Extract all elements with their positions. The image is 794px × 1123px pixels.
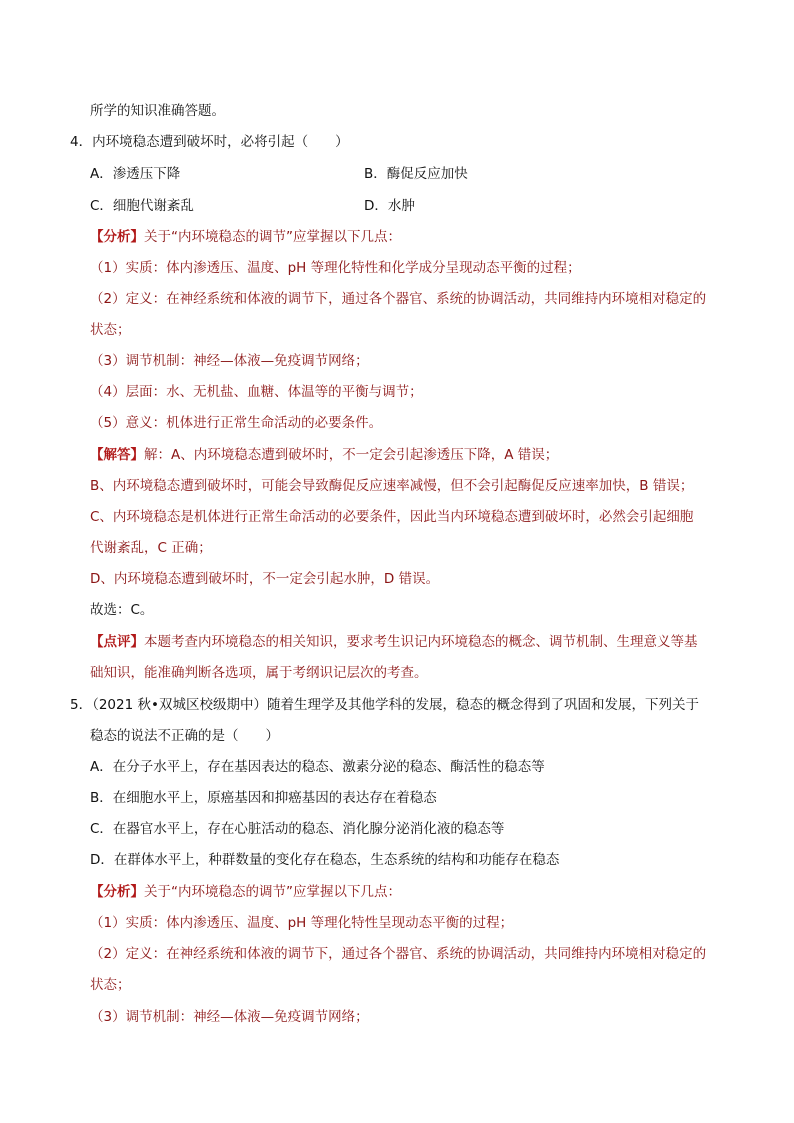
q4-option-b: B．酶促反应加快: [364, 166, 468, 182]
q4-option-c: C．细胞代谢紊乱: [90, 198, 194, 214]
comment-tag: 【点评】: [90, 634, 144, 650]
q4-answer-b: B、内环境稳态遭到破坏时，可能会导致酶促反应速率减慢，但不会引起酶促反应速率加快，B 错误；: [90, 478, 694, 494]
q4-answer-d: D、内环境稳态遭到破坏时，不一定会引起水肿，D 错误。: [90, 571, 440, 587]
q4-answer-choice: 故选：C。: [90, 602, 154, 618]
q5-analysis-point-2a: （2）定义：在神经系统和体液的调节下，通过各个器官、系统的协调活动，共同维持内环境相对稳定的: [90, 946, 707, 962]
analysis-tag: 【分析】: [90, 229, 144, 245]
q4-comment-1: [90, 632, 698, 652]
q4-analysis-point-2b: 状态；: [90, 322, 131, 338]
q4-analysis-point-1: （1）实质：体内渗透压、温度、pH 等理化特性和化学成分呈现动态平衡的过程；: [90, 260, 581, 276]
q4-analysis-point-5: （5）意义：机体进行正常生命活动的必要条件。: [90, 415, 383, 431]
q5-stem-2: 稳态的说法不正确的是（ ）: [90, 728, 279, 744]
q4-analysis-point-4: （4）层面：水、无机盐、血糖、体温等的平衡与调节；: [90, 384, 423, 400]
answer-tag: 【解答】: [90, 447, 144, 463]
analysis-intro-text: 关于“内环境稳态的调节”应掌握以下几点：: [144, 229, 401, 245]
q5-option-d: D．在群体水平上，种群数量的变化存在稳态，生态系统的结构和功能存在稳态: [90, 852, 560, 868]
q4-analysis-intro: [90, 227, 401, 247]
q5-analysis-point-1: （1）实质：体内渗透压、温度、pH 等理化特性呈现动态平衡的过程；: [90, 915, 514, 931]
q5-option-a: A．在分子水平上，存在基因表达的稳态、激素分泌的稳态、酶活性的稳态等: [90, 759, 545, 775]
q4-stem: 4．内环境稳态遭到破坏时，必将引起（ ）: [70, 134, 349, 150]
q4-analysis-point-3: （3）调节机制：神经—体液—免疫调节网络；: [90, 353, 369, 369]
analysis-tag: 【分析】: [90, 884, 144, 900]
q5-analysis-point-2b: 状态；: [90, 977, 131, 993]
analysis-intro-text: 关于“内环境稳态的调节”应掌握以下几点：: [144, 884, 401, 900]
q5-stem-1: 5．（2021 秋•双城区校级期中）随着生理学及其他学科的发展，稳态的概念得到了巩固和发展，下列关于: [70, 697, 699, 713]
comment-text: 本题考查内环境稳态的相关知识，要求考生识记内环境稳态的概念、调节机制、生理意义等基: [144, 634, 698, 650]
q4-analysis-point-2a: （2）定义：在神经系统和体液的调节下，通过各个器官、系统的协调活动，共同维持内环境相对稳定的: [90, 291, 707, 307]
q4-answer-c2: 代谢紊乱，C 正确；: [90, 540, 212, 556]
q5-analysis-intro: [90, 882, 401, 902]
q4-comment-2: 础知识，能准确判断各选项，属于考纲识记层次的考查。: [90, 665, 428, 681]
q4-option-a: A．渗透压下降: [90, 166, 181, 182]
q4-answer-a: [90, 445, 558, 465]
q5-option-b: B．在细胞水平上，原癌基因和抑癌基因的表达存在着稳态: [90, 790, 437, 806]
q3-tail-text: 所学的知识准确答题。: [90, 103, 225, 119]
q5-analysis-point-3: （3）调节机制：神经—体液—免疫调节网络；: [90, 1009, 369, 1025]
answer-a-text: 解：A、内环境稳态遭到破坏时，不一定会引起渗透压下降，A 错误；: [144, 447, 559, 463]
q4-answer-c1: C、内环境稳态是机体进行正常生命活动的必要条件，因此当内环境稳态遭到破坏时，必然会引起细胞: [90, 509, 694, 525]
q4-option-d: D．水肿: [364, 198, 415, 214]
q5-option-c: C．在器官水平上，存在心脏活动的稳态、消化腺分泌消化液的稳态等: [90, 821, 505, 837]
